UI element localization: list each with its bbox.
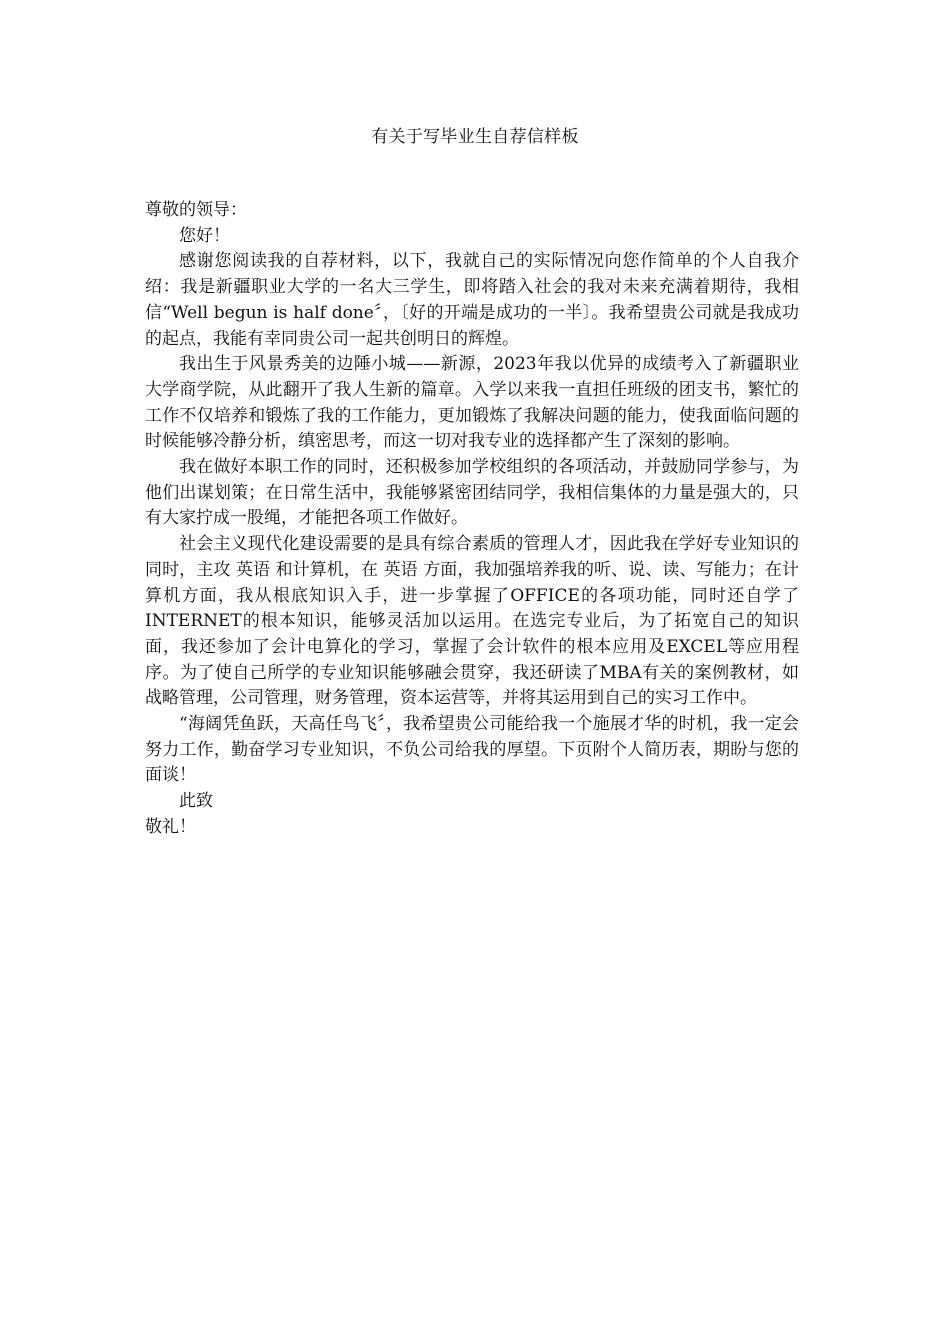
paragraph-skills: 社会主义现代化建设需要的是具有综合素质的管理人才，因此我在学好专业知识的同时，主攻 英语 和计算机，在 英语 方面，我加强培养我的听、说、读、写能力；在计算机方面，我从根底知识入手，进一步掌握了OFFICE的各项功能，同时还自学了INTERNET的根本知识，能够灵活加以运用。在选完专业后，为了拓宽自己的知识面，我还参加了会计电算化的学习，掌握了会计软件的根本应用及EXCEL等应用程序。为了使自己所学的专业知识能够融会贯穿，我还研读了MBA有关的案例教材，如战略管理，公司管理，财务管理，资本运营等，并将其运用到自己的实习工作中。 (145, 534, 799, 709)
greeting: 您好！ (179, 225, 230, 246)
paragraph-intro: 感谢您阅读我的自荐材料，以下，我就自己的实际情况向您作简单的个人自我介绍：我是新疆职业大学的一名大三学生，即将踏入社会的我对未来充满着期待，我相信“Well begun is half done〞，〔好的开端是成功的一半〕。我希望贵公司就是我成功的起点，我能有幸同贵公司一起共创明日的辉煌。 (145, 251, 799, 349)
document-title: 有关于写毕业生自荐信样板 (371, 127, 579, 147)
regards: 敬礼！ (145, 816, 196, 837)
salutation: 尊敬的领导： (145, 200, 247, 220)
closing-line: 此致 (179, 791, 213, 812)
letter-body (145, 198, 799, 841)
paragraph-conclusion: “海阔凭鱼跃，天高任鸟飞〞，我希望贵公司能给我一个施展才华的时机，我一定会努力工作，勤奋学习专业知识，不负公司给我的厚望。下页附个人简历表，期盼与您的面谈！ (145, 714, 799, 786)
paragraph-activities: 我在做好本职工作的同时，还积极参加学校组织的各项活动，并鼓励同学参与，为他们出谋划策；在日常生活中，我能够紧密团结同学，我相信集体的力量是强大的，只有大家拧成一股绳，才能把各项工作做好。 (145, 457, 799, 529)
paragraph-background: 我出生于风景秀美的边陲小城——新源，2023年我以优异的成绩考入了新疆职业大学商学院，从此翻开了我人生新的篇章。入学以来我一直担任班级的团支书，繁忙的工作不仅培养和锻炼了我的工作能力，更加锻炼了我解决问题的能力，使我面临问题的时候能够冷静分析，缜密思考，而这一切对我专业的选择都产生了深刻的影响。 (145, 354, 799, 452)
